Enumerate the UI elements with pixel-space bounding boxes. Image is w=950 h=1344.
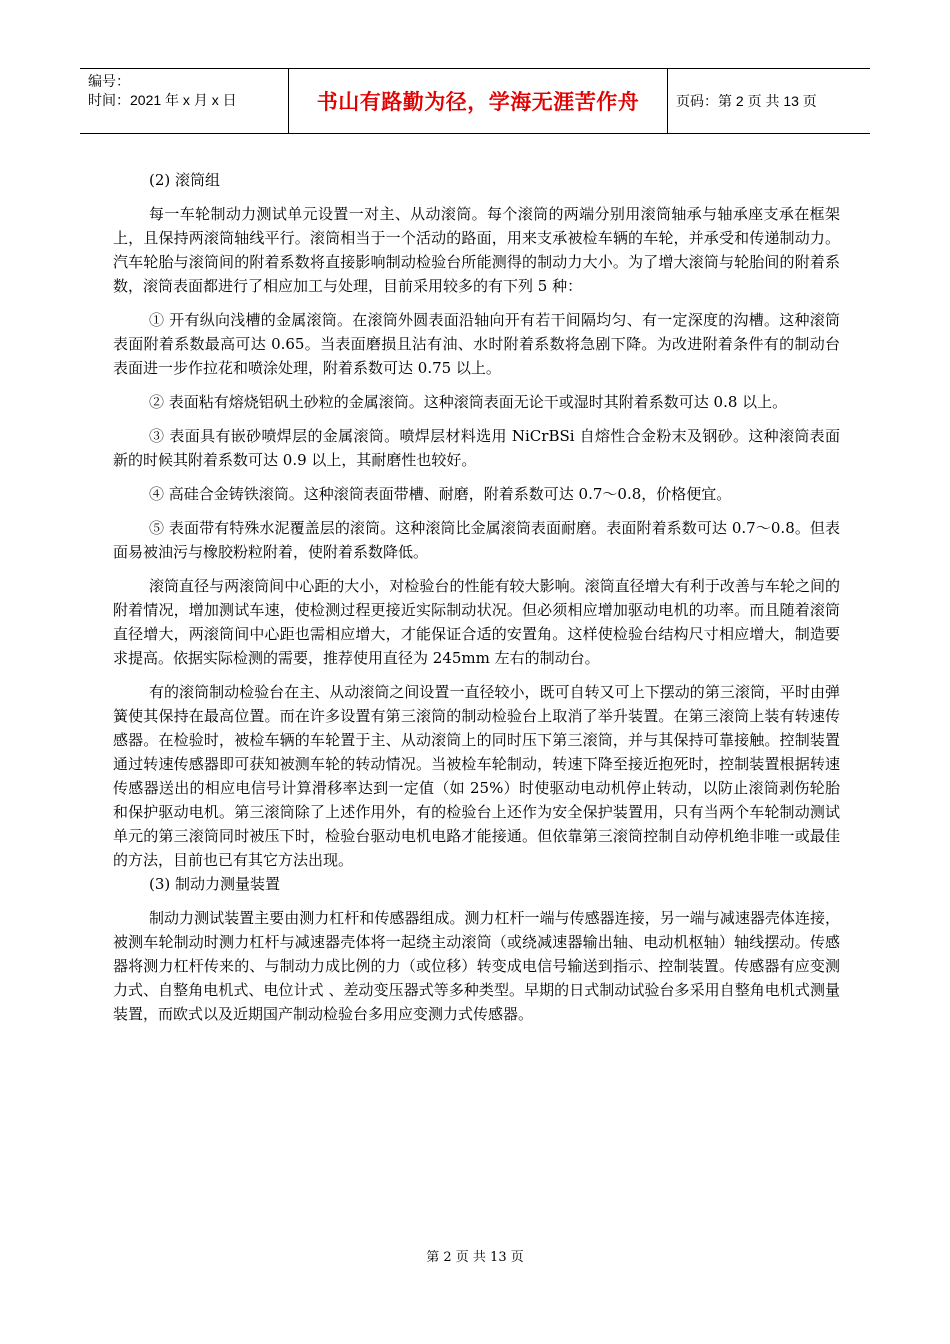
list-item-roller-type-1: ① 开有纵向浅槽的金属滚筒。在滚筒外圆表面沿轴向开有若干间隔均匀、有一定深度的沟槽。这种滚筒表面附着系数最高可达 0.65。当表面磨损且沾有油、水时附着系数将急剧下降。为改进附着条件有的制动台表面进一步作拉花和喷涂处理，附着系数可达 0.75 以上。 <box>113 311 840 377</box>
page-header <box>80 68 870 134</box>
header-meta <box>80 69 289 133</box>
header-motto: 书山有路勤为径，学海无涯苦作舟 <box>316 91 640 114</box>
header-motto-cell <box>289 69 668 133</box>
paragraph-roller-diameter: 滚筒直径与两滚筒间中心距的大小，对检验台的性能有较大影响。滚筒直径增大有利于改善与车轮之间的附着情况，增加测试车速，使检测过程更接近实际制动状况。但必须相应增加驱动电机的功率。而且随着滚筒直径增大，两滚筒间中心距也需相应增大，才能保证合适的安置角。这样使检验台结构尺寸相应增大，制造要求提高。依据实际检测的需要，推荐使用直径为 245mm 左右的制动台。 <box>113 577 840 667</box>
list-item-roller-type-2: ② 表面粘有熔烧铝矾土砂粒的金属滚筒。这种滚筒表面无论干或湿时其附着系数可达 0.8 以上。 <box>149 393 788 411</box>
document-body <box>113 168 840 1026</box>
list-item-roller-type-5: ⑤ 表面带有特殊水泥覆盖层的滚筒。这种滚筒比金属滚筒表面耐磨。表面附着系数可达 0.7～0.8。但表面易被油污与橡胶粉粒附着，使附着系数降低。 <box>113 519 840 561</box>
section-3-title: (3) 制动力测量装置 <box>149 875 281 893</box>
paragraph-brake-measurement: 制动力测试装置主要由测力杠杆和传感器组成。测力杠杆一端与传感器连接，另一端与减速器壳体连接，被测车轮制动时测力杠杆与减速器壳体将一起绕主动滚筒（或绕减速器输出轴、电动机枢轴）轴线摆动。传感器将测力杠杆传来的、与制动力成比例的力（或位移）转变成电信号输送到指示、控制装置。传感器有应变测力式、自整角电机式、电位计式 、差动变压器式等多种类型。早期的日式制动试验台多采用自整角电机式测量装置，而欧式以及近期国产制动检验台多用应变测力式传感器。 <box>113 909 840 1023</box>
paragraph-roller-intro: 每一车轮制动力测试单元设置一对主、从动滚筒。每个滚筒的两端分别用滚筒轴承与轴承座支承在框架上，且保持两滚筒轴线平行。滚筒相当于一个活动的路面，用来支承被检车辆的车轮，并承受和传递制动力。汽车轮胎与滚筒间的附着系数将直接影响制动检验台所能测得的制动力大小。为了增大滚筒与轮胎间的附着系数，滚筒表面都进行了相应加工与处理，目前采用较多的有下列 5 种： <box>113 205 840 295</box>
list-item-roller-type-3: ③ 表面具有嵌砂喷焊层的金属滚筒。喷焊层材料选用 NiCrBSi 自熔性合金粉末及钢砂。这种滚筒表面新的时候其附着系数可达 0.9 以上，其耐磨性也较好。 <box>113 427 840 469</box>
list-item-roller-type-4: ④ 高硅合金铸铁滚筒。这种滚筒表面带槽、耐磨，附着系数可达 0.7～0.8，价格便宜。 <box>149 485 732 503</box>
page-footer: 第 2 页 共 13 页 <box>426 1250 524 1265</box>
section-2-title: (2) 滚筒组 <box>149 171 221 189</box>
doc-date: 时间：2021 年 x 月 x 日 <box>88 92 237 108</box>
header-page-info: 页码：第 2 页 共 13 页 <box>676 93 817 109</box>
paragraph-third-roller: 有的滚筒制动检验台在主、从动滚筒之间设置一直径较小，既可自转又可上下摆动的第三滚筒，平时由弹簧使其保持在最高位置。而在许多设置有第三滚筒的制动检验台上取消了举升装置。在第三滚筒上装有转速传感器。在检验时，被检车辆的车轮置于主、从动滚筒上的同时压下第三滚筒，并与其保持可靠接触。控制装置通过转速传感器即可获知被测车轮的转动情况。当被检车轮制动，转速下降至接近抱死时，控制装置根据转速传感器送出的相应电信号计算滑移率达到一定值（如 25%）时使驱动电动机停止转动，以防止滚筒剥伤轮胎和保护驱动电机。第三滚筒除了上述作用外，有的检验台上还作为安全保护装置用，只有当两个车轮制动测试单元的第三滚筒同时被压下时，检验台驱动电机电路才能接通。但依靠第三滚筒控制自动停机绝非唯一或最佳的方法，目前也已有其它方法出现。 <box>113 683 840 869</box>
doc-number-label: 编号： <box>88 73 130 89</box>
